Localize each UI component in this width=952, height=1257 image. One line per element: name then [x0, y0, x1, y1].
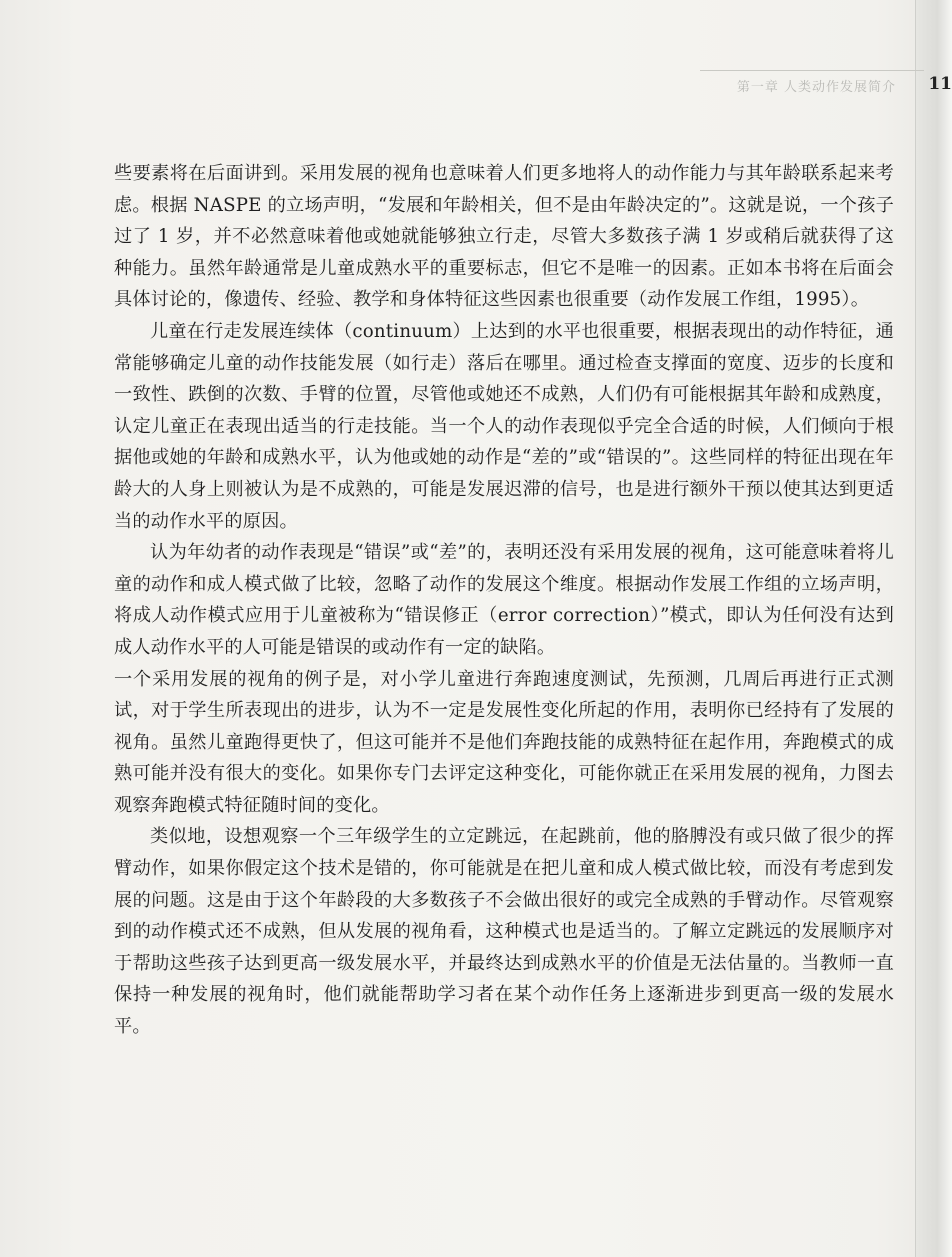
running-header [700, 62, 952, 102]
page-number: 11 [928, 74, 952, 94]
paragraph-4: 一个采用发展的视角的例子是，对小学儿童进行奔跑速度测试，先预测，几周后再进行正式测试，对于学生所表现出的进步，认为不一定是发展性变化所起的作用，表明你已经持有了发展的视角。虽然儿童跑得更快了，但这可能并不是他们奔跑技能的成熟特征在起作用，奔跑模式的成熟可能并没有很大的变化。如果你专门去评定这种变化，可能你就正在采用发展的视角，力图去观察奔跑模式特征随时间的变化。 [114, 668, 894, 816]
paragraph-5: 类似地，设想观察一个三年级学生的立定跳远，在起跳前，他的胳膊没有或只做了很少的挥臂动作，如果你假定这个技术是错的，你可能就是在把儿童和成人模式做比较，而没有考虑到发展的问题。这是由于这个年龄段的大多数孩子不会做出很好的或完全成熟的手臂动作。尽管观察到的动作模式还不成熟，但从发展的视角看，这种模式也是适当的。了解立定跳远的发展顺序对于帮助这些孩子达到更高一级发展水平，并最终达到成熟水平的价值是无法估量的。当教师一直保持一种发展的视角时，他们就能帮助学习者在某个动作任务上逐渐进步到更高一级的发展水平。 [114, 826, 894, 1038]
paragraph-2: 儿童在行走发展连续体（continuum）上达到的水平也很重要，根据表现出的动作特征，通常能够确定儿童的动作技能发展（如行走）落后在哪里。通过检查支撑面的宽度、迈步的长度和一致性、跌倒的次数、手臂的位置，尽管他或她还不成熟，人们仍有可能根据其年龄和成熟度，认定儿童正在表现出适当的行走技能。当一个人的动作表现似乎完全合适的时候，人们倾向于根据他或她的年龄和成熟水平，认为他或她的动作是“差的”或“错误的”。这些同样的特征出现在年龄大的人身上则被认为是不成熟的，可能是发展迟滞的信号，也是进行额外干预以使其达到更适当的动作水平的原因。 [114, 320, 894, 532]
body-text [114, 158, 894, 1043]
paragraph-1: 些要素将在后面讲到。采用发展的视角也意味着人们更多地将人的动作能力与其年龄联系起来考虑。根据 NASPE 的立场声明，“发展和年龄相关，但不是由年龄决定的”。这就是说，一个孩子过了 1 岁，并不必然意味着他或她就能够独立行走，尽管大多数孩子满 1 岁或稍后就获得了这种能力。虽然年龄通常是儿童成熟水平的重要标志，但它不是唯一的因素。正如本书将在后面会具体讨论的，像遗传、经验、教学和身体特征这些因素也很重要（动作发展工作组，1995）。 [114, 163, 894, 311]
header-rule [700, 70, 924, 71]
paragraph-3: 认为年幼者的动作表现是“错误”或“差”的，表明还没有采用发展的视角，这可能意味着将儿童的动作和成人模式做了比较，忽略了动作的发展这个维度。根据动作发展工作组的立场声明，将成人动作模式应用于儿童被称为“错误修正（error correction）”模式，即认为任何没有达到成人动作水平的人可能是错误的或动作有一定的缺陷。 [114, 542, 894, 658]
chapter-title: 第一章 人类动作发展简介 [736, 80, 896, 95]
page-edge-shadow [915, 0, 952, 1257]
